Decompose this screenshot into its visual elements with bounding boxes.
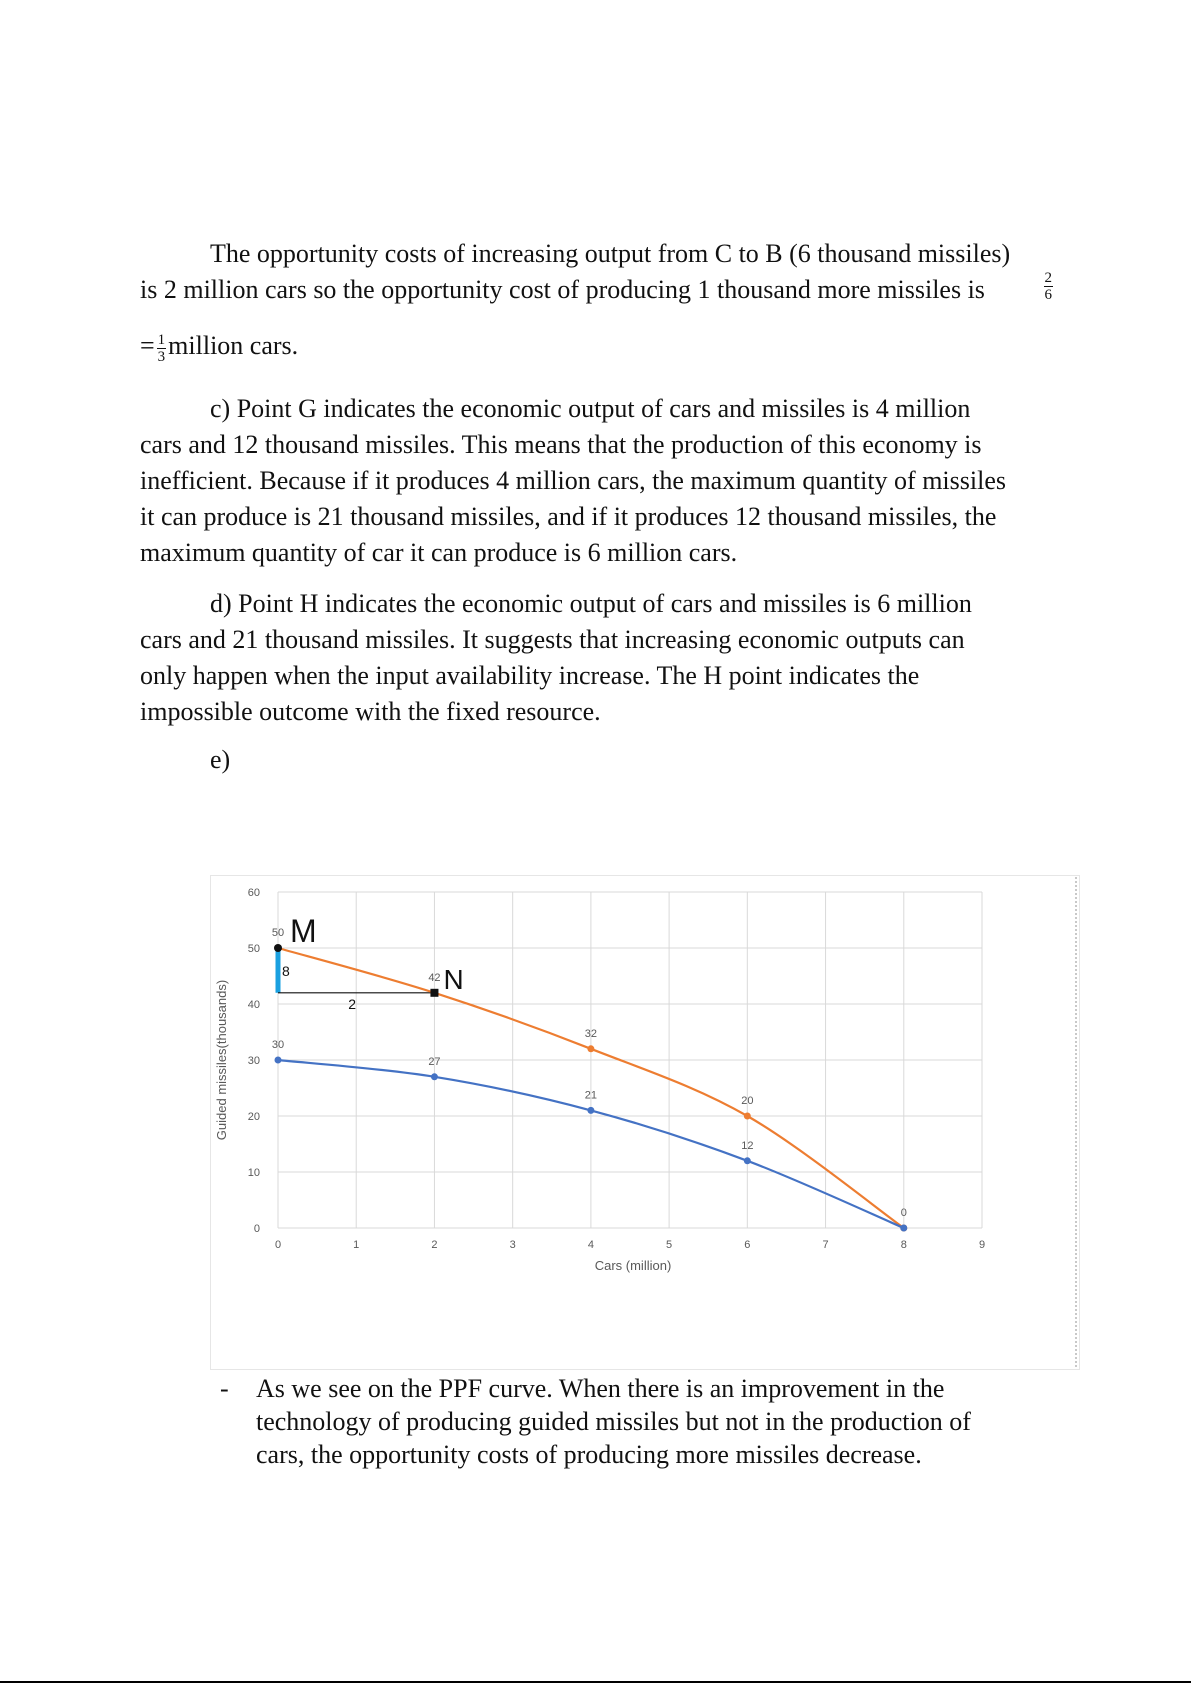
y-tick-label: 10 (247, 1167, 260, 1179)
data-label: 50 (271, 927, 285, 939)
paragraph-line: = $\frac{1}{3}$ million cars. (140, 331, 299, 365)
y-tick-label: 0 (253, 1223, 260, 1235)
paragraph-line: is 2 million cars so the opportunity cost of producing 1 thousand more missiles is $\frac{2}{6}$ (140, 270, 1052, 304)
fraction-one-third: $\frac{1}{3}$ (157, 331, 166, 365)
bullet-line: cars, the opportunity costs of producing more missiles decrease. (256, 1440, 922, 1469)
ppf-chart-svg (210, 875, 1080, 1370)
chart-frame (211, 876, 1080, 1370)
x-tick-label: 4 (587, 1239, 594, 1251)
y-tick-label: 30 (247, 1055, 260, 1067)
x-tick-label: 2 (431, 1239, 438, 1251)
data-label: 21 (584, 1089, 598, 1102)
paragraph-line: maximum quantity of car it can produce is 6 million cars. (140, 538, 738, 567)
ppf-chart (210, 875, 1080, 1370)
horizontal-change-label: 2 (348, 995, 357, 1012)
x-tick-label: 3 (509, 1239, 516, 1251)
point-m-marker (274, 944, 282, 952)
x-tick-label: 6 (744, 1239, 751, 1251)
y-tick-label: 40 (247, 999, 260, 1011)
bullet-line: As we see on the PPF curve. When there is an improvement in the (256, 1374, 945, 1403)
y-tick-label: 20 (247, 1111, 260, 1123)
paragraph-line: it can produce is 21 thousand missiles, and if it produces 12 thousand missiles, the (140, 502, 997, 531)
data-label: 32 (584, 1027, 598, 1040)
x-tick-label: 0 (274, 1239, 282, 1251)
data-label: 27 (428, 1055, 441, 1068)
data-point (744, 1157, 751, 1164)
y-tick-label: 60 (247, 887, 260, 899)
paragraph-line: impossible outcome with the fixed resource. (140, 697, 601, 726)
bullet-dash: - (220, 1374, 229, 1403)
point-n-marker (430, 989, 438, 997)
data-label: 0 (900, 1207, 907, 1219)
data-point (431, 1073, 438, 1080)
y-axis-label: Guided missiles(thousands) (214, 979, 229, 1141)
paragraph-opportunity-cost (140, 236, 1055, 365)
paragraph-line: The opportunity costs of increasing output from C to B (6 thousand missiles) (210, 239, 1011, 268)
vertical-change-label: 8 (282, 963, 290, 979)
data-point (275, 1057, 282, 1064)
x-axis-label: Cars (million) (594, 1258, 672, 1273)
paragraph-line: only happen when the input availability increase. The H point indicates the (140, 661, 920, 690)
paragraph-point-g (140, 391, 1055, 571)
x-tick-label: 1 (353, 1239, 360, 1251)
x-tick-label: 7 (822, 1239, 829, 1251)
data-point (900, 1225, 907, 1232)
point-m-label: M (290, 913, 317, 949)
data-label: 20 (741, 1095, 754, 1107)
x-tick-label: 5 (666, 1239, 673, 1251)
paragraph-point-h (140, 586, 1055, 730)
data-point (744, 1113, 751, 1120)
paragraph-line: d) Point H indicates the economic output of cars and missiles is 6 million (210, 589, 972, 618)
bullet-line: technology of producing guided missiles but not in the production of (256, 1407, 971, 1436)
data-label: 42 (428, 971, 441, 984)
data-label: 30 (271, 1039, 285, 1051)
fraction-two-sixths: $\frac{2}{6}$ (1044, 270, 1052, 303)
paragraph-line: cars and 12 thousand missiles. This means that the production of this economy is (140, 430, 982, 459)
point-n-label: N (443, 963, 464, 995)
paragraph-line: c) Point G indicates the economic output of cars and missiles is 4 million (210, 394, 971, 423)
x-tick-label: 9 (978, 1239, 986, 1251)
y-tick-label: 50 (247, 943, 260, 955)
data-point (587, 1045, 594, 1052)
x-tick-label: 8 (900, 1239, 907, 1251)
data-label: 12 (741, 1139, 754, 1152)
bullet-text (256, 1372, 1046, 1471)
paragraph-line: inefficient. Because if it produces 4 million cars, the maximum quantity of missiles (140, 466, 1006, 495)
section-e-label: e) (210, 745, 231, 774)
page-bottom-rule (0, 1681, 1191, 1683)
paragraph-line: cars and 21 thousand missiles. It suggests that increasing economic outputs can (140, 625, 965, 654)
data-point (587, 1107, 594, 1114)
